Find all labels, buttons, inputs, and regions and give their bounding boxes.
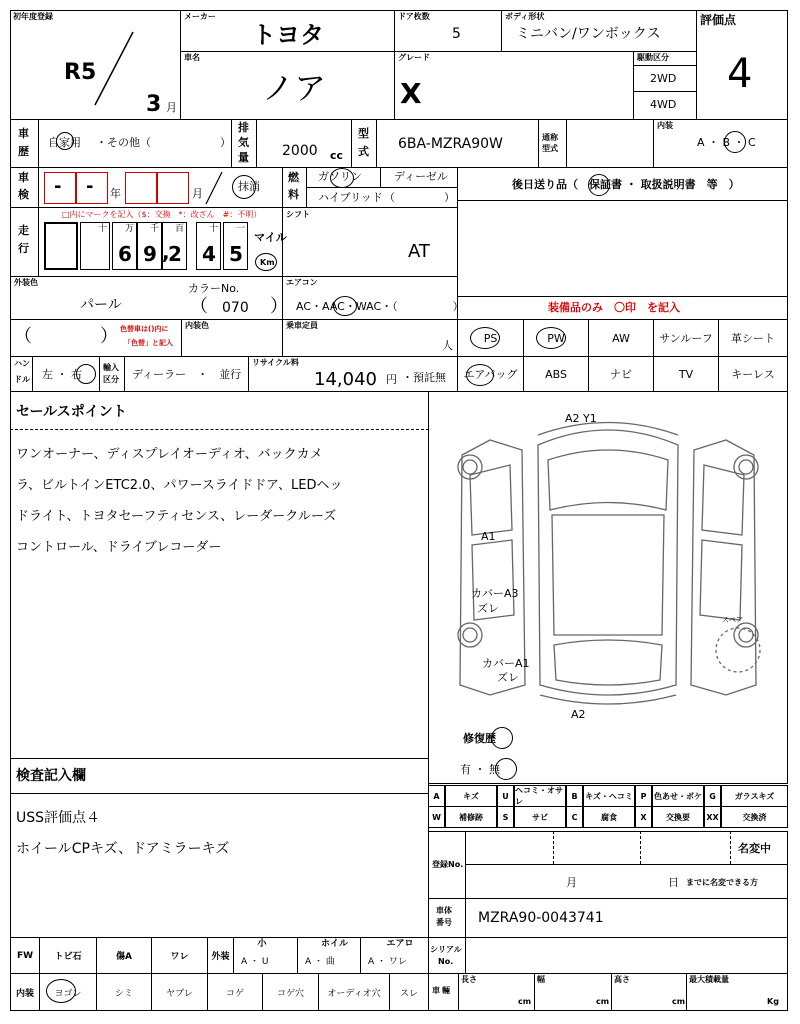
circle-mark bbox=[56, 132, 74, 150]
circle-mark bbox=[495, 758, 517, 780]
later-items-text: 後日送り品（ 保証書 ・ 取扱説明書 等 ） bbox=[512, 178, 740, 191]
history-private: 自家用 bbox=[48, 136, 81, 149]
equip-item: ABS bbox=[523, 356, 589, 392]
insp-dash-1: - bbox=[54, 176, 62, 197]
legend-desc: サビ bbox=[514, 806, 566, 828]
legend-desc: キズ・ヘコミ bbox=[583, 785, 635, 807]
mileage-digit: 4 bbox=[202, 242, 216, 266]
reg-name-change: 名変中 bbox=[738, 842, 771, 855]
mileage-digit: 5 bbox=[229, 242, 243, 266]
import-label-2: 区分 bbox=[103, 375, 119, 384]
dims-label-2: 輛 bbox=[442, 986, 450, 995]
mileage-note: □内にマークを記入（$：交換 *：改ざん #：不明） bbox=[62, 210, 262, 219]
insp-notes-line-1: USS評価点４ bbox=[16, 810, 101, 826]
diag-cover-a3-zure: ズレ bbox=[477, 602, 499, 615]
circle-mark bbox=[232, 175, 256, 199]
circle-mark bbox=[491, 727, 513, 749]
legend-code: X bbox=[635, 806, 652, 828]
legend-desc: ガラスキズ bbox=[721, 785, 788, 807]
doors-label: ドア枚数 bbox=[398, 12, 430, 21]
fw-cell: FW bbox=[10, 937, 40, 974]
mileage-digit: 9 bbox=[143, 242, 157, 266]
reg-deadline: までに名変できる方 bbox=[686, 878, 758, 887]
circle-mark bbox=[470, 327, 500, 349]
insp-expired: 抹消 bbox=[238, 180, 260, 193]
sales-line: ドライト、トヨタセーフティセンス、レーダークルーズ bbox=[16, 509, 337, 524]
repair-value: 有 ・ 無 bbox=[460, 763, 500, 776]
equip-item: PS bbox=[457, 319, 524, 357]
equip-item: キーレス bbox=[718, 356, 788, 392]
fuel-other-open: （ bbox=[384, 191, 395, 204]
first-reg-label: 初年度登録 bbox=[13, 12, 53, 21]
mileage-unit-label: 万 bbox=[125, 224, 135, 234]
color-no-open: （ bbox=[190, 296, 208, 317]
insp-label-1: 車 bbox=[18, 171, 29, 184]
aircon-value: AC・AAC・WAC・（ ） bbox=[296, 300, 464, 313]
capacity-label: 乗車定員 bbox=[286, 321, 318, 330]
disp-label-3: 量 bbox=[238, 151, 249, 164]
circle-mark bbox=[46, 979, 76, 1003]
handle-label-2: ドル bbox=[14, 375, 30, 384]
car-name-value: ノア bbox=[262, 69, 327, 107]
exterior-value: パール bbox=[80, 297, 122, 313]
mileage-unit-label: 十 bbox=[98, 224, 108, 234]
grade-box bbox=[394, 51, 634, 120]
legend-code: U bbox=[497, 785, 514, 807]
color-no-value: 070 bbox=[222, 300, 249, 316]
mileage-mile: マイル bbox=[254, 231, 287, 244]
slash-mark bbox=[200, 170, 230, 206]
fw-sub-value: A ・ ワレ bbox=[368, 957, 407, 967]
insp-box-3 bbox=[125, 172, 157, 204]
legend-desc: 交換済 bbox=[721, 806, 788, 828]
change-note-2: 「色替」と記入 bbox=[124, 339, 173, 347]
reg-day: 日 bbox=[668, 876, 679, 889]
insp-month: 月 bbox=[192, 187, 203, 200]
mileage-comma: , bbox=[162, 240, 170, 264]
legend-code: A bbox=[428, 785, 445, 807]
import-label-1: 輸入 bbox=[103, 363, 119, 372]
fw-cell: 傷A bbox=[96, 937, 152, 974]
mileage-unit-label: 一 bbox=[236, 224, 246, 234]
legend-desc: キズ bbox=[445, 785, 497, 807]
dims-length-cm: cm bbox=[518, 997, 532, 1006]
fw-sub-label: 小 bbox=[257, 939, 267, 949]
insp-notes-line-2: ホイールCPキズ、ドアミラーキズ bbox=[16, 841, 230, 857]
reg-month: 月 bbox=[566, 876, 577, 889]
mileage-digit: 6 bbox=[118, 242, 132, 266]
legend-code: C bbox=[566, 806, 583, 828]
interior-color-label: 内装色 bbox=[185, 321, 209, 330]
first-reg-year: R5 bbox=[64, 60, 97, 85]
drive-4wd: 4WD bbox=[650, 98, 677, 111]
sales-title: セールスポイント bbox=[16, 404, 127, 420]
dims-load-kg: Kg bbox=[767, 997, 779, 1006]
fw-cell: ワレ bbox=[151, 937, 208, 974]
mileage-outer-box bbox=[44, 222, 78, 270]
mileage-unit-label: 千 bbox=[150, 224, 160, 234]
recycle-deposit: ・預託無 bbox=[402, 371, 446, 384]
sales-line: ワンオーナー、ディスプレイオーディオ、バックカメ bbox=[16, 447, 323, 462]
circle-mark bbox=[330, 168, 354, 188]
serial-label-1: シリアル bbox=[430, 945, 462, 954]
insp-dash-2: - bbox=[86, 176, 94, 197]
mileage-unit-label: 百 bbox=[175, 224, 185, 234]
circle-mark bbox=[536, 327, 566, 349]
naiso-item: オーディオ穴 bbox=[318, 973, 390, 1011]
insp-year: 年 bbox=[110, 187, 121, 200]
common-label-1: 通称 bbox=[542, 133, 558, 142]
serial-box bbox=[428, 937, 788, 974]
fw-sub-label: エアロ bbox=[386, 939, 414, 949]
serial-label-2: No. bbox=[438, 957, 454, 966]
diag-a1: A1 bbox=[481, 530, 496, 543]
interior-grade-value: A ・ B ・ C bbox=[697, 136, 756, 149]
first-reg-month: 3 bbox=[146, 92, 162, 117]
dims-height-cm: cm bbox=[672, 997, 686, 1006]
circle-mark bbox=[724, 131, 746, 153]
mileage-unit-label: 十 bbox=[209, 224, 219, 234]
legend-desc: ヘコミ・オサレ bbox=[514, 785, 566, 807]
diag-cover-a3: カバーA3 bbox=[471, 587, 519, 600]
legend-code: B bbox=[566, 785, 583, 807]
diag-a2y1: A2 Y1 bbox=[565, 412, 597, 425]
shift-value: AT bbox=[408, 241, 430, 262]
equip-item: ナビ bbox=[588, 356, 654, 392]
model-label-1: 型 bbox=[358, 127, 369, 140]
legend-code: W bbox=[428, 806, 445, 828]
legend-desc: 補修跡 bbox=[445, 806, 497, 828]
score-label: 評価点 bbox=[700, 13, 737, 27]
history-close: ） bbox=[220, 136, 231, 149]
repair-label: 修復歴 bbox=[463, 732, 496, 745]
fw-sub-value: A ・ 曲 bbox=[305, 957, 335, 967]
legend-code: XX bbox=[704, 806, 721, 828]
slash-mark bbox=[85, 30, 145, 110]
handle-value: 左 ・ 右 bbox=[42, 368, 82, 381]
equip-item: TV bbox=[653, 356, 719, 392]
color-no-close: ） bbox=[270, 296, 288, 317]
insp-box-4 bbox=[157, 172, 189, 204]
diag-cover-a1: カバーA1 bbox=[482, 657, 530, 670]
naiso-item: ヨゴレ bbox=[39, 973, 97, 1011]
shift-label: シフト bbox=[286, 210, 310, 219]
naiso-item: シミ bbox=[96, 973, 152, 1011]
dims-width-cm: cm bbox=[596, 997, 610, 1006]
mileage-label-1: 走 bbox=[18, 224, 29, 237]
car-diagram bbox=[430, 395, 786, 725]
circle-mark bbox=[255, 253, 277, 271]
color-no-label: カラーNo. bbox=[188, 282, 240, 295]
sales-line: コントロール、ドライブレコーダー bbox=[16, 540, 222, 555]
fuel-diesel: ディーゼル bbox=[394, 170, 448, 183]
insp-label-2: 検 bbox=[18, 188, 29, 201]
history-label-1: 車 bbox=[18, 127, 29, 140]
naiso-item: スレ bbox=[389, 973, 429, 1011]
registration-box bbox=[428, 831, 788, 899]
diag-spare: スペア bbox=[722, 616, 743, 624]
capacity-unit: 人 bbox=[442, 339, 453, 352]
equip-header: 装備品のみ 〇印 を記入 bbox=[548, 301, 680, 314]
mileage-km: Km bbox=[260, 258, 275, 267]
dims-height: 高さ bbox=[614, 975, 630, 984]
drive-2wd: 2WD bbox=[650, 72, 677, 85]
disp-label-2: 気 bbox=[238, 136, 249, 149]
naiso-label: 内装 bbox=[10, 973, 40, 1011]
legend-code: S bbox=[497, 806, 514, 828]
chassis-label-1: 車体 bbox=[436, 906, 452, 915]
dims-label: 車 bbox=[432, 986, 440, 995]
legend-desc: 腐食 bbox=[583, 806, 635, 828]
car-name-label: 車名 bbox=[184, 53, 200, 62]
recycle-value: 14,040 bbox=[314, 369, 377, 390]
diag-a2: A2 bbox=[571, 708, 586, 721]
disp-label-1: 排 bbox=[238, 121, 249, 134]
model-value: 6BA-MZRA90W bbox=[398, 136, 503, 152]
legend-code: G bbox=[704, 785, 721, 807]
mileage-digit: 2 bbox=[168, 242, 182, 266]
drive-label: 駆動区分 bbox=[637, 53, 669, 62]
diag-cover-a1-zure: ズレ bbox=[497, 671, 519, 684]
equip-item: 革シート bbox=[718, 319, 788, 357]
mileage-label-2: 行 bbox=[18, 242, 29, 255]
sales-text bbox=[16, 439, 426, 563]
equip-item: サンルーフ bbox=[653, 319, 719, 357]
dims-load: 最大積載量 bbox=[689, 975, 729, 984]
circle-mark bbox=[76, 364, 96, 384]
legend-desc: 交換要 bbox=[652, 806, 704, 828]
fw-cell: 外装 bbox=[207, 937, 234, 974]
disp-value: 2000 bbox=[282, 143, 318, 159]
naiso-item: ヤブレ bbox=[151, 973, 208, 1011]
first-reg-month-unit: 月 bbox=[166, 101, 177, 114]
aircon-label: エアコン bbox=[286, 278, 318, 287]
sales-line: ラ、ビルトインETC2.0、パワースライドドア、LEDヘッ bbox=[16, 478, 343, 493]
reg-label-1: 登録 bbox=[432, 860, 448, 869]
recycle-unit: 円 bbox=[386, 373, 397, 386]
fuel-label-2: 料 bbox=[288, 188, 299, 201]
history-label-2: 歴 bbox=[18, 145, 29, 158]
maker-label: メーカー bbox=[184, 12, 216, 21]
change-note-1: 色替車は()内に bbox=[120, 325, 169, 333]
exterior-label: 外装色 bbox=[14, 278, 38, 287]
equip-item: エアバッグ bbox=[457, 356, 524, 392]
grade-label: グレード bbox=[398, 53, 430, 62]
score-value: 4 bbox=[727, 51, 753, 97]
body-value: ミニバン/ワンボックス bbox=[516, 26, 661, 42]
dims-length: 長さ bbox=[461, 975, 477, 984]
change-close: ） bbox=[100, 326, 118, 347]
naiso-item: コゲ bbox=[207, 973, 263, 1011]
insp-notes-title: 検査記入欄 bbox=[16, 768, 86, 784]
fw-sub-label: ホイル bbox=[321, 939, 349, 949]
maker-value: トヨタ bbox=[252, 21, 324, 49]
equip-item: AW bbox=[588, 319, 654, 357]
fw-sub-value: A ・ U bbox=[241, 957, 269, 967]
circle-mark bbox=[333, 296, 357, 316]
fuel-hybrid: ハイブリッド bbox=[318, 191, 383, 204]
reg-label-2: No. bbox=[448, 860, 464, 869]
chassis-value: MZRA90-0043741 bbox=[478, 910, 604, 926]
doors-value: 5 bbox=[452, 26, 461, 42]
naiso-item: コゲ穴 bbox=[262, 973, 319, 1011]
dims-width: 幅 bbox=[537, 975, 545, 984]
interior-grade-label: 内装 bbox=[657, 121, 673, 130]
fuel-label-1: 燃 bbox=[288, 171, 299, 184]
model-label-2: 式 bbox=[358, 145, 369, 158]
fuel-other-close: ） bbox=[444, 191, 455, 204]
legend-code: P bbox=[635, 785, 652, 807]
grade-value: X bbox=[400, 77, 422, 110]
chassis-label-2: 番号 bbox=[436, 918, 452, 927]
fuel-gasoline: ガソリン bbox=[318, 170, 362, 183]
disp-unit: cc bbox=[330, 149, 344, 162]
legend-desc: 色あせ・ボケ bbox=[652, 785, 704, 807]
handle-label-1: ハン bbox=[14, 359, 30, 368]
body-label: ボディ形状 bbox=[505, 12, 545, 21]
change-open: （ bbox=[14, 326, 32, 347]
import-value: ディーラー ・ 並行 bbox=[132, 368, 242, 381]
circle-mark bbox=[588, 174, 610, 196]
history-other: ・その他（ bbox=[96, 136, 151, 149]
recycle-label: リサイクル料 bbox=[252, 358, 299, 367]
fw-cell: トビ石 bbox=[39, 937, 97, 974]
equip-item: PW bbox=[523, 319, 589, 357]
common-label-2: 型式 bbox=[542, 144, 558, 153]
